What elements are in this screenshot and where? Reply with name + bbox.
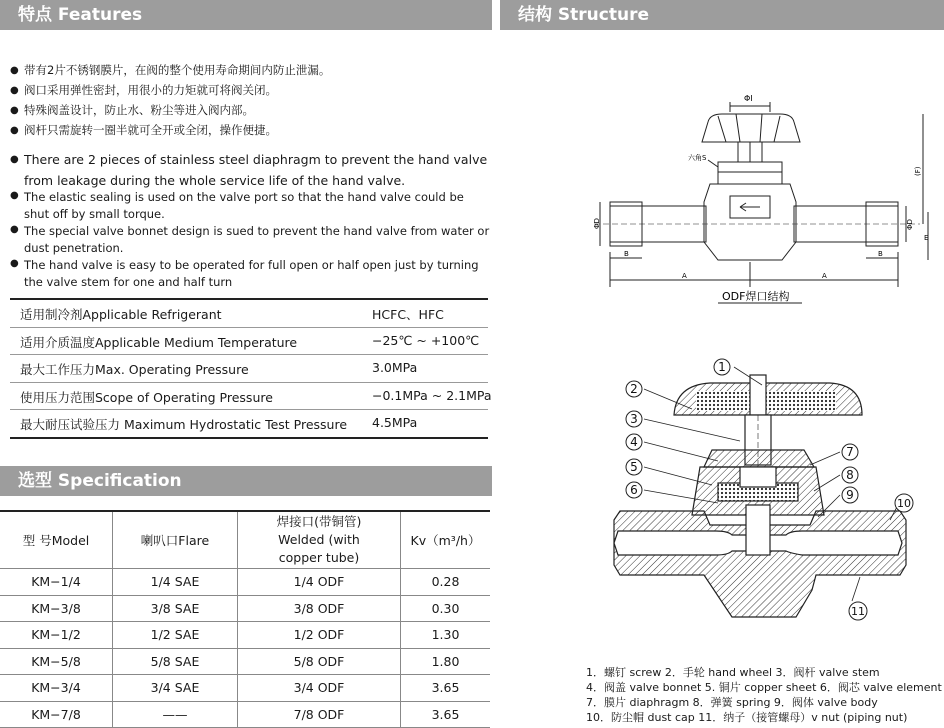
odf-dimension-drawing: [590, 92, 935, 307]
spec-cell: 3.65: [401, 701, 491, 728]
property-row: 适用介质温度Applicable Medium Temperature −25℃ ~ +100℃: [10, 328, 488, 356]
spec-cell: 1/4 ODF: [238, 569, 401, 596]
spec-cell: 7/8 ODF: [238, 701, 401, 728]
legend-line: 1．螺钉 screw 2．手轮 hand wheel 3．阀杆 valve stem: [586, 666, 880, 679]
spec-header-model: 型 号Model: [0, 511, 113, 569]
dim-phi-i: ΦI: [744, 94, 753, 103]
spec-cell: 0.30: [401, 595, 491, 622]
spec-header-row: [0, 511, 490, 569]
spec-header-kv: Kv（m³/h）: [401, 511, 491, 569]
callout-9: 9: [846, 488, 854, 502]
dim-hex: 六角S: [688, 154, 707, 162]
spec-cell: 0.28: [401, 569, 491, 596]
dim-a-right: A: [822, 272, 827, 280]
callout-8: 8: [846, 468, 854, 482]
dim-b-left: B: [624, 250, 629, 258]
table-row: [0, 569, 490, 596]
table-row: [0, 622, 490, 649]
dim-e: E: [924, 234, 929, 242]
spec-cell: 1/2 ODF: [238, 622, 401, 649]
spec-cell: ——: [113, 701, 238, 728]
structure-header: 结构 Structure: [500, 0, 944, 30]
property-row: 适用制冷剂Applicable Refrigerant HCFC、HFC: [10, 300, 488, 328]
property-row: 最大耐压试验压力 Maximum Hydrostatic Test Pressure 4.5MPa: [10, 410, 488, 439]
callout-10: 10: [897, 497, 911, 510]
dim-b-right: B: [878, 250, 883, 258]
spec-cell: KM−3/8: [0, 595, 113, 622]
spec-cell: 1.30: [401, 622, 491, 649]
spec-cell: KM−7/8: [0, 701, 113, 728]
spec-cell: 3/8 SAE: [113, 595, 238, 622]
spec-cell: 5/8 ODF: [238, 648, 401, 675]
property-row: 使用压力范围Scope of Operating Pressure −0.1MPa ~ 2.1MPa: [10, 383, 488, 411]
callout-6: 6: [630, 483, 638, 497]
features-header: 特点 Features: [0, 0, 492, 30]
dim-phi-d-right: ΦD: [906, 219, 914, 230]
table-row: [0, 648, 490, 675]
spec-cell: KM−5/8: [0, 648, 113, 675]
table-row: [0, 675, 490, 702]
callout-5: 5: [630, 460, 638, 474]
properties-table: [10, 298, 492, 439]
callout-1: 1: [718, 360, 726, 374]
spec-cell: KM−1/4: [0, 569, 113, 596]
spec-cell: 1/4 SAE: [113, 569, 238, 596]
dim-f: (F): [914, 166, 922, 176]
callout-7: 7: [846, 445, 854, 459]
callout-2: 2: [630, 382, 638, 396]
spec-cell: 1/2 SAE: [113, 622, 238, 649]
legend-line: 7．膜片 diaphragm 8．弹簧 spring 9．阀体 valve body: [586, 696, 878, 709]
spec-header-flare: 喇叭口Flare: [113, 511, 238, 569]
table-row: [0, 595, 490, 622]
spec-cell: 3/8 ODF: [238, 595, 401, 622]
spec-cell: 3.65: [401, 675, 491, 702]
spec-header-welded: 焊接口(带铜管) Welded (with copper tube): [238, 511, 401, 569]
specification-header: 选型 Specification: [0, 466, 492, 496]
callout-11: 11: [851, 605, 865, 618]
specification-table: [0, 510, 490, 728]
spec-cell: KM−3/4: [0, 675, 113, 702]
valve-section-drawing: [600, 355, 944, 625]
spec-cell: 3/4 SAE: [113, 675, 238, 702]
legend-line: 4．阀盖 valve bonnet 5. 铜片 copper sheet 6．阀芯 valve element: [586, 681, 942, 694]
callout-3: 3: [630, 412, 638, 426]
spec-cell: 5/8 SAE: [113, 648, 238, 675]
legend-line: 10．防尘帽 dust cap 11．纳子（接管螺母）v nut (piping nut): [586, 711, 908, 724]
spec-cell: 1.80: [401, 648, 491, 675]
spec-cell: 3/4 ODF: [238, 675, 401, 702]
dim-a-left: A: [682, 272, 687, 280]
drawing-caption: ODF焊口结构: [722, 290, 790, 303]
callout-4: 4: [630, 435, 638, 449]
spec-cell: KM−1/2: [0, 622, 113, 649]
property-row: 最大工作压力Max. Operating Pressure 3.0MPa: [10, 355, 488, 383]
dim-phi-d-left: ΦD: [593, 218, 601, 229]
